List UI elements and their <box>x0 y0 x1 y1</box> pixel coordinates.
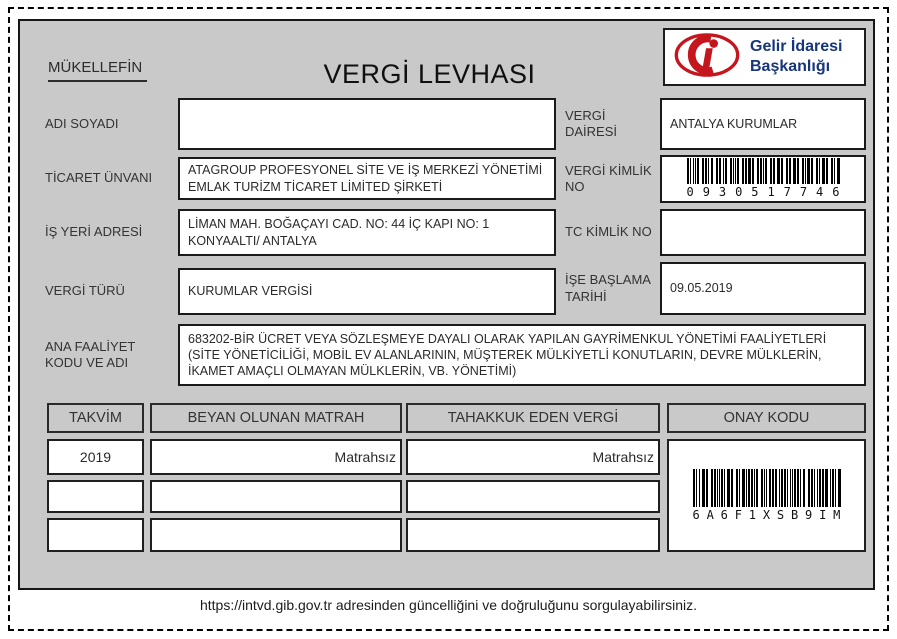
label-vergi-turu: VERGİ TÜRÜ <box>45 283 125 299</box>
field-vergi-turu: KURUMLAR VERGİSİ <box>178 268 556 315</box>
label-ise-baslama-tarihi: İŞE BAŞLAMA TARİHİ <box>565 272 651 304</box>
table-header-takvim: TAKVİM <box>47 403 144 433</box>
label-tc-kimlik-no: TC KİMLİK NO <box>565 224 652 240</box>
field-adi-soyadi <box>178 98 556 150</box>
field-vergi-dairesi: ANTALYA KURUMLAR <box>660 98 866 150</box>
field-vergi-kimlik-no <box>660 155 866 203</box>
label-ticaret-unvani: TİCARET ÜNVANI <box>45 170 153 186</box>
field-ana-faaliyet: 683202-BİR ÜCRET VEYA SÖZLEŞMEYE DAYALI OLARAK YAPILAN GAYRİMENKUL YÖNETİMİ FAALİYETLERİ (SİTE YÖNETİCİLİĞİ, MOBİL EV ALANLARININ, MÜŞTEREK MÜLKİYETLİ KONUTLARIN, DEVRE MÜLKLERİN, İKAMET AMAÇLI OLMAYAN MÜLKLERİN, VB. YÖNETİMİ) <box>178 324 866 386</box>
vergi-kimlik-barcode: 0 9 3 0 5 1 7 7 4 6 <box>687 158 840 201</box>
table-cell-onay-kodu <box>667 439 866 552</box>
label-vergi-dairesi: VERGİ DAİRESİ <box>565 107 618 139</box>
table-cell-matrah-3 <box>150 518 402 552</box>
label-is-yeri-adresi: İŞ YERİ ADRESİ <box>45 224 143 240</box>
table-header-vergi: TAHAKKUK EDEN VERGİ <box>406 403 660 433</box>
gib-logo-text <box>750 37 843 77</box>
onay-kodu-barcode: 6 A 6 F 1 X S B 9 I M <box>693 469 841 522</box>
table-cell-vergi-3 <box>406 518 660 552</box>
table-cell-takvim-1: 2019 <box>47 439 144 475</box>
label-adi-soyadi: ADI SOYADI <box>45 115 119 131</box>
mukellefin-section-label: MÜKELLEFİN <box>48 59 147 82</box>
field-ticaret-unvani: ATAGROUP PROFESYONEL SİTE VE İŞ MERKEZİ YÖNETİMİ EMLAK TURİZM TİCARET LİMİTED ŞİRKETİ <box>178 157 556 200</box>
label-ana-faaliyet: ANA FAALİYET KODU VE ADI <box>45 338 136 370</box>
gib-logo <box>663 28 866 86</box>
field-tc-kimlik-no <box>660 209 866 256</box>
verification-url-text: https://intvd.gib.gov.tr adresinden güncelliğini ve doğruluğunu sorgulayabilirsiniz. <box>199 597 698 613</box>
table-cell-vergi-2 <box>406 480 660 513</box>
field-is-yeri-adresi: LİMAN MAH. BOĞAÇAYI CAD. NO: 44 İÇ KAPI NO: 1 KONYAALTI/ ANTALYA <box>178 209 556 256</box>
table-cell-matrah-2 <box>150 480 402 513</box>
table-cell-takvim-3 <box>47 518 144 552</box>
field-ise-baslama-tarihi: 09.05.2019 <box>660 262 866 315</box>
page-title: VERGİ LEVHASI <box>323 59 536 89</box>
table-header-onay: ONAY KODU <box>667 403 866 433</box>
gib-logo-line1: Gelir İdaresi <box>750 38 843 55</box>
gib-emblem-icon <box>673 32 741 83</box>
table-cell-matrah-1: Matrahsız <box>150 439 402 475</box>
gib-logo-line2: Başkanlığı <box>750 58 831 75</box>
table-header-matrah: BEYAN OLUNAN MATRAH <box>150 403 402 433</box>
label-vergi-kimlik-no: VERGİ KİMLİK NO <box>565 162 652 194</box>
vergi-levhasi-card <box>18 19 875 590</box>
table-cell-takvim-2 <box>47 480 144 513</box>
table-cell-vergi-1: Matrahsız <box>406 439 660 475</box>
